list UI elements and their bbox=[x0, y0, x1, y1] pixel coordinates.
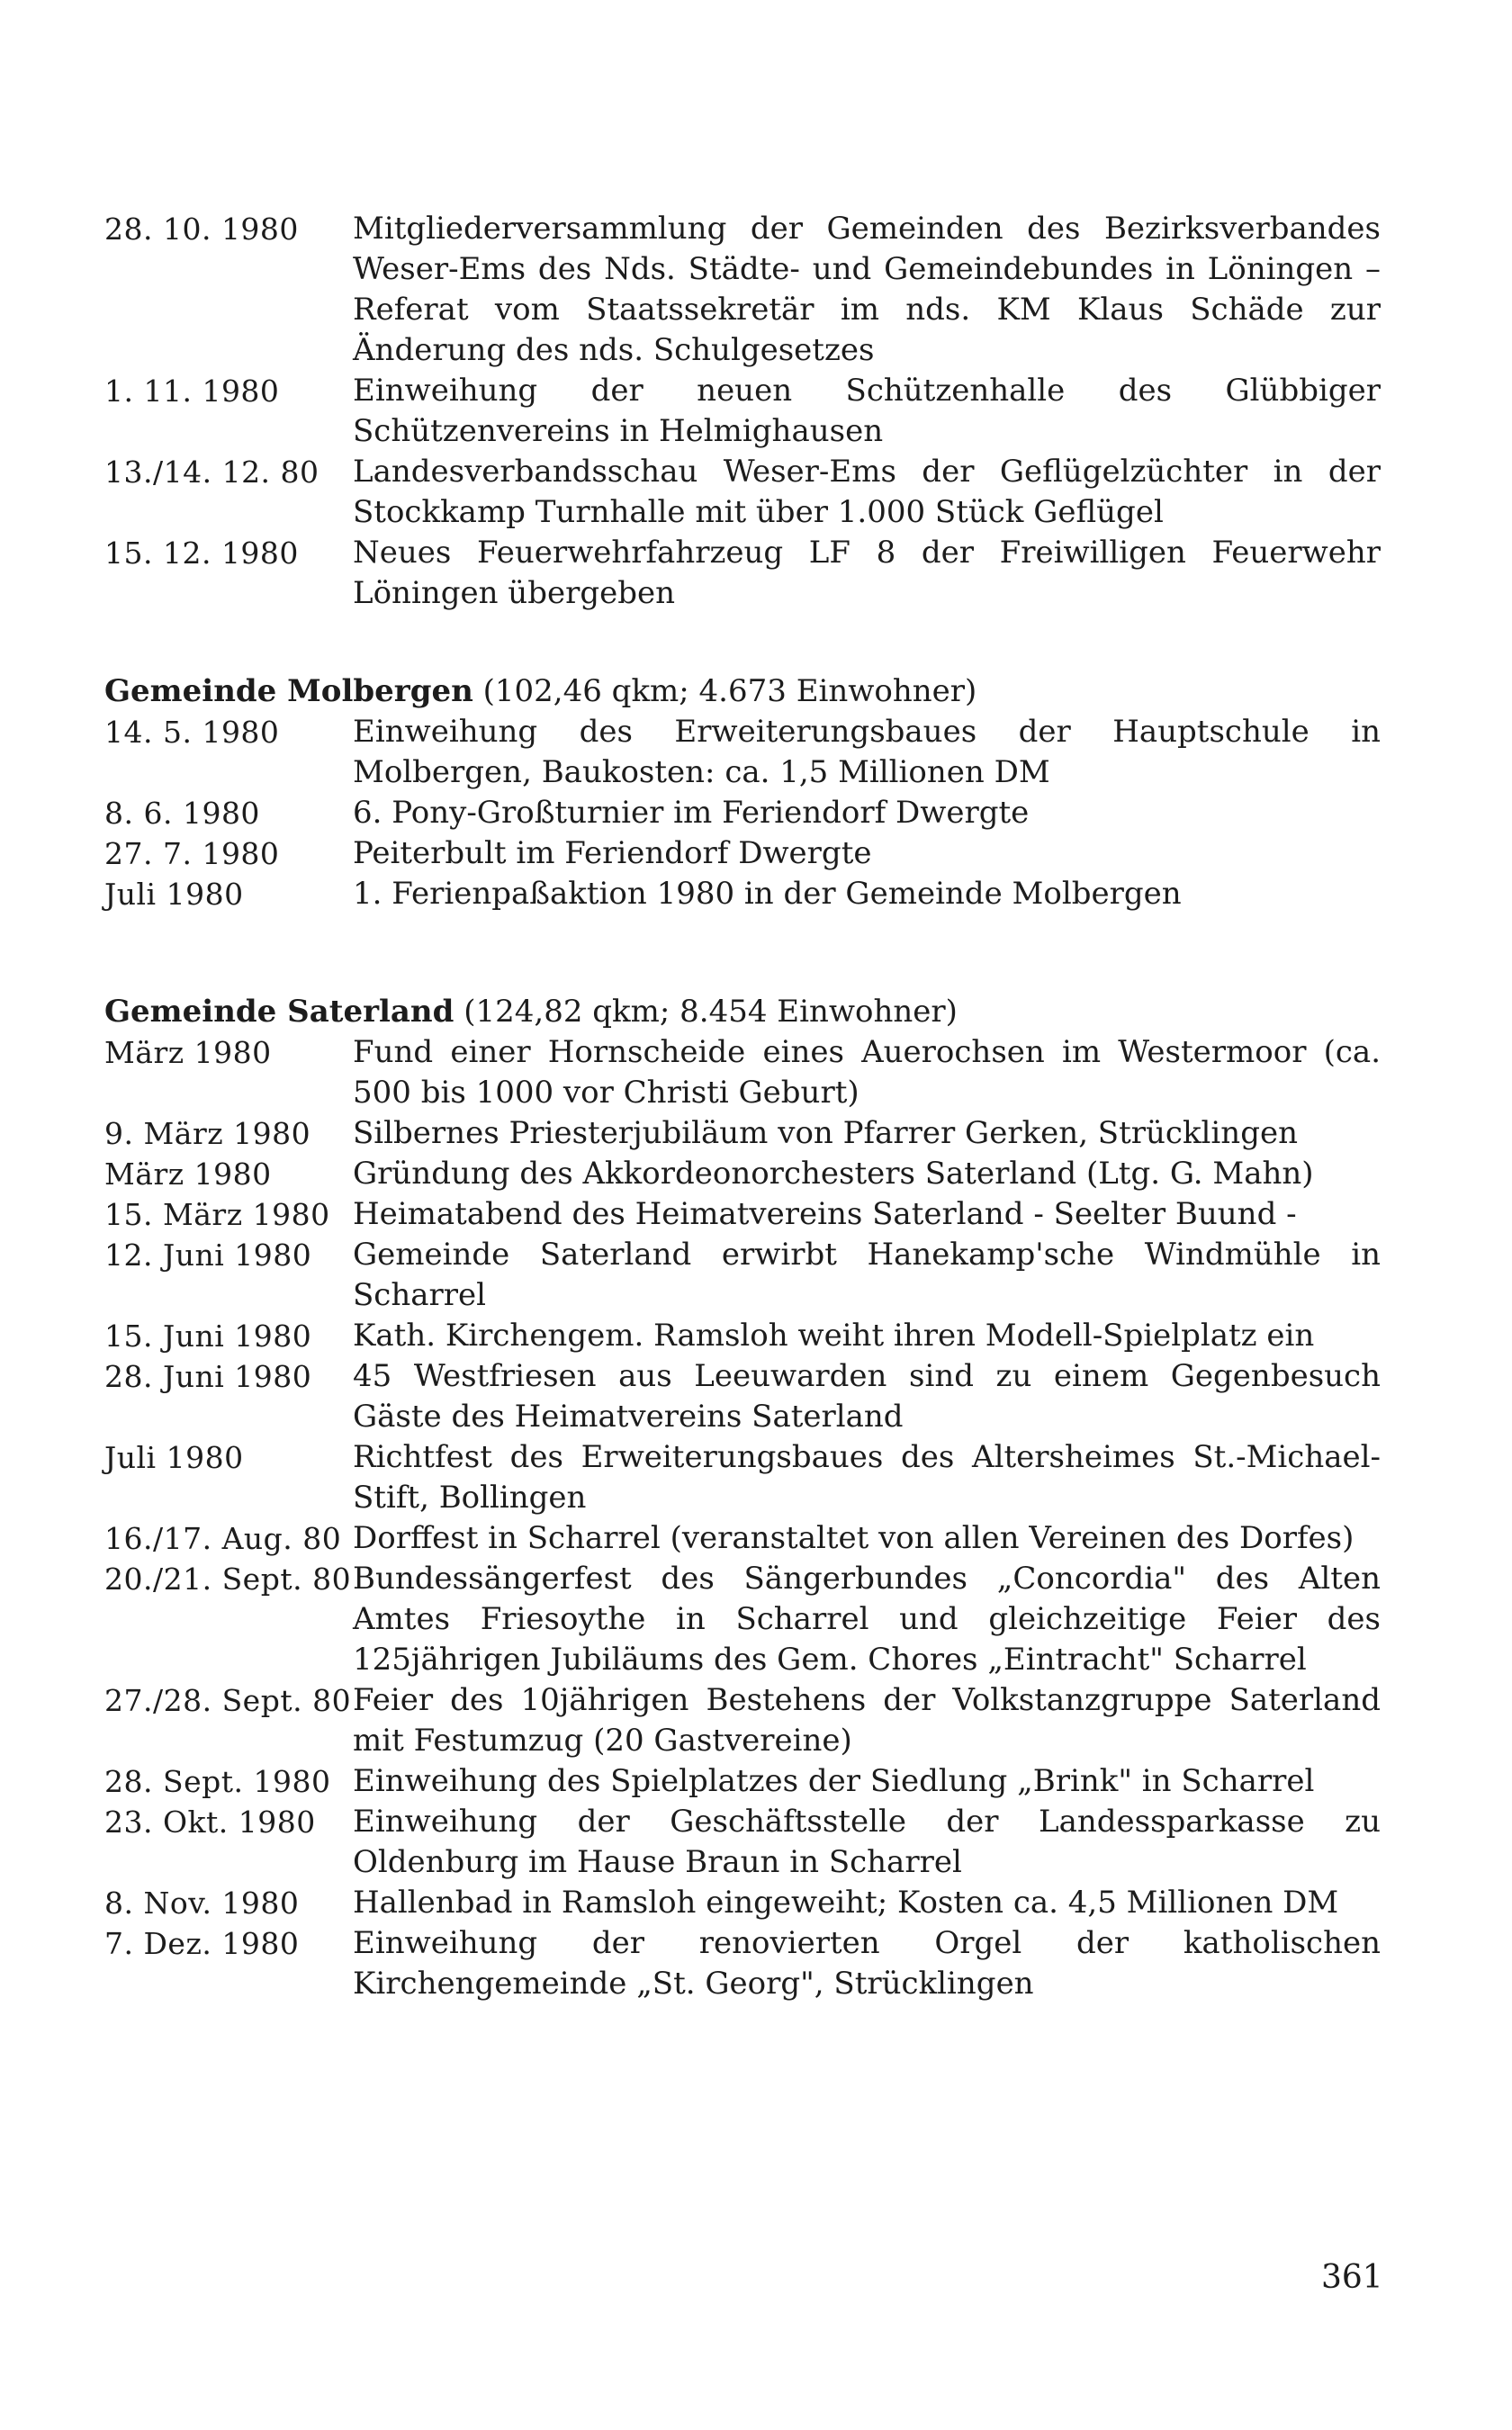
section-title: Gemeinde Molbergen bbox=[104, 673, 473, 709]
entry-date: März 1980 bbox=[104, 1035, 272, 1070]
entry-text: Gründung des Akkordeonorchesters Saterland (Ltg. G. Mahn) bbox=[353, 1156, 1314, 1192]
entry-date: 27. 7. 1980 bbox=[104, 836, 280, 871]
chronicle-entry bbox=[104, 1316, 1381, 1356]
chronicle-entry bbox=[104, 712, 1381, 793]
chronicle-entry bbox=[104, 452, 1381, 533]
chronicle-entry bbox=[104, 1559, 1381, 1680]
section-title: Gemeinde Saterland bbox=[104, 994, 454, 1030]
entry-text: Mitgliederversammlung der Gemeinden des Bezirksverbandes Weser-Ems des Nds. Städte- und Gemeindebundes in Löningen – Referat vom Staatssekretär im nds. KM Klaus Schäde zur Änderung des nds. Schulgesetzes bbox=[353, 211, 1381, 368]
entry-text: Landesverbandsschau Weser-Ems der Geflügelzüchter in der Stockkamp Turnhalle mit über 1.000 Stück Geflügel bbox=[353, 454, 1381, 530]
entry-text: Einweihung des Erweiterungsbaues der Hauptschule in Molbergen, Baukosten: ca. 1,5 Millionen DM bbox=[353, 714, 1381, 790]
chronicle-entry bbox=[104, 371, 1381, 452]
entry-text: Kath. Kirchengem. Ramsloh weiht ihren Modell-Spielplatz ein bbox=[353, 1318, 1315, 1354]
entry-text: Dorffest in Scharrel (veranstaltet von allen Vereinen des Dorfes) bbox=[353, 1520, 1354, 1556]
chronicle-entry bbox=[104, 1235, 1381, 1316]
page-number: 361 bbox=[1321, 2259, 1383, 2296]
entry-date: 28. Juni 1980 bbox=[104, 1359, 312, 1394]
section-heading bbox=[104, 992, 1381, 1032]
chronicle-entry bbox=[104, 874, 1381, 914]
entry-text: Bundessängerfest des Sängerbundes „Concordia" des Alten Amtes Friesoythe in Scharrel und gleichzeitige Feier des 125jährigen Jubiläums des Gem. Chores „Eintracht" Scharrel bbox=[353, 1561, 1381, 1678]
entry-text: Heimatabend des Heimatvereins Saterland - Seelter Buund - bbox=[353, 1196, 1297, 1232]
intro-block bbox=[104, 209, 1381, 614]
page-content bbox=[104, 209, 1381, 2004]
entry-text: 45 Westfriesen aus Leeuwarden sind zu einem Gegenbesuch Gäste des Heimatvereins Saterland bbox=[353, 1358, 1381, 1435]
entry-date: 14. 5. 1980 bbox=[104, 715, 280, 750]
entry-text: 6. Pony-Großturnier im Feriendorf Dwergte bbox=[353, 795, 1030, 831]
entry-text: 1. Ferienpaßaktion 1980 in der Gemeinde Molbergen bbox=[353, 876, 1182, 912]
section-molbergen bbox=[104, 671, 1381, 914]
chronicle-entry bbox=[104, 1883, 1381, 1923]
entry-text: Einweihung des Spielplatzes der Siedlung „Brink" in Scharrel bbox=[353, 1763, 1315, 1799]
entry-date: 7. Dez. 1980 bbox=[104, 1926, 300, 1961]
entry-text: Peiterbult im Feriendorf Dwergte bbox=[353, 835, 872, 871]
entry-text: Hallenbad in Ramsloh eingeweiht; Kosten ca. 4,5 Millionen DM bbox=[353, 1885, 1339, 1921]
entry-text: Einweihung der Geschäftsstelle der Landessparkasse zu Oldenburg im Hause Braun in Scharrel bbox=[353, 1804, 1381, 1880]
entry-text: Feier des 10jährigen Bestehens der Volkstanzgruppe Saterland mit Festumzug (20 Gastvereine) bbox=[353, 1682, 1381, 1759]
entry-date: 28. 10. 1980 bbox=[104, 212, 299, 247]
chronicle-entry bbox=[104, 833, 1381, 874]
chronicle-entry bbox=[104, 1437, 1381, 1518]
entry-text: Gemeinde Saterland erwirbt Hanekamp'sche Windmühle in Scharrel bbox=[353, 1237, 1381, 1313]
chronicle-entry bbox=[104, 1113, 1381, 1154]
entry-text: Fund einer Hornscheide eines Auerochsen im Westermoor (ca. 500 bis 1000 vor Christi Geburt) bbox=[353, 1034, 1381, 1111]
entry-date: 23. Okt. 1980 bbox=[104, 1804, 316, 1840]
entry-date: 13./14. 12. 80 bbox=[104, 454, 320, 490]
entry-text: Richtfest des Erweiterungsbaues des Altersheimes St.-Michael-Stift, Bollingen bbox=[353, 1439, 1381, 1516]
entry-text: Silbernes Priesterjubiläum von Pfarrer Gerken, Strücklingen bbox=[353, 1115, 1298, 1151]
chronicle-entry bbox=[104, 1518, 1381, 1559]
entry-date: 1. 11. 1980 bbox=[104, 374, 280, 409]
chronicle-entry bbox=[104, 1194, 1381, 1235]
entry-date: 12. Juni 1980 bbox=[104, 1238, 312, 1273]
entry-text: Einweihung der neuen Schützenhalle des Glübbiger Schützenvereins in Helmighausen bbox=[353, 373, 1381, 449]
entry-date: 27./28. Sept. 80 bbox=[104, 1683, 352, 1718]
chronicle-entry bbox=[104, 1154, 1381, 1194]
entry-date: Juli 1980 bbox=[104, 1440, 244, 1475]
section-info: (102,46 qkm; 4.673 Einwohner) bbox=[482, 673, 977, 709]
chronicle-entry bbox=[104, 1032, 1381, 1113]
section-info: (124,82 qkm; 8.454 Einwohner) bbox=[464, 994, 958, 1030]
entry-text: Einweihung der renovierten Orgel der katholischen Kirchengemeinde „St. Georg", Strücklingen bbox=[353, 1925, 1381, 2002]
chronicle-entry bbox=[104, 1761, 1381, 1802]
entry-date: 20./21. Sept. 80 bbox=[104, 1562, 352, 1597]
entry-date: 9. März 1980 bbox=[104, 1116, 311, 1151]
entry-date: 16./17. Aug. 80 bbox=[104, 1521, 342, 1556]
entry-date: 15. Juni 1980 bbox=[104, 1318, 312, 1354]
entry-date: 8. 6. 1980 bbox=[104, 796, 260, 831]
entry-date: März 1980 bbox=[104, 1156, 272, 1192]
chronicle-entry bbox=[104, 533, 1381, 614]
section-saterland bbox=[104, 992, 1381, 2004]
chronicle-entry bbox=[104, 793, 1381, 833]
chronicle-entry bbox=[104, 1923, 1381, 2004]
entry-text: Neues Feuerwehrfahrzeug LF 8 der Freiwilligen Feuerwehr Löningen übergeben bbox=[353, 535, 1381, 611]
entry-date: Juli 1980 bbox=[104, 877, 244, 912]
entry-date: 8. Nov. 1980 bbox=[104, 1886, 300, 1921]
entry-date: 15. 12. 1980 bbox=[104, 536, 299, 571]
chronicle-entry bbox=[104, 209, 1381, 371]
chronicle-entry bbox=[104, 1802, 1381, 1883]
chronicle-entry bbox=[104, 1680, 1381, 1761]
entry-date: 15. März 1980 bbox=[104, 1197, 330, 1232]
entry-date: 28. Sept. 1980 bbox=[104, 1764, 331, 1799]
chronicle-entry bbox=[104, 1356, 1381, 1437]
section-heading bbox=[104, 671, 1381, 712]
